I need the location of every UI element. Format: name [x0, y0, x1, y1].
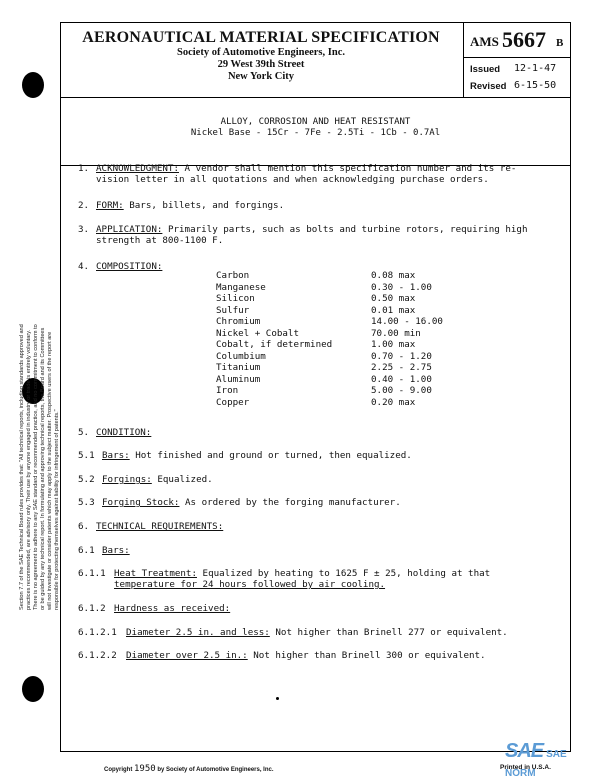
composition-table — [216, 270, 476, 408]
section-5 — [96, 427, 151, 438]
composition-value: 2.25 - 2.75 — [371, 362, 432, 373]
section-6-1-2-2-head: Diameter over 2.5 in.: — [126, 650, 248, 661]
section-6-1-1-text-1: Equalized by heating to 1625 F ± 25, holding at that — [202, 568, 491, 579]
printed-in: Printed in U.S.A. — [500, 764, 551, 771]
composition-value: 0.20 max — [371, 396, 416, 408]
section-6-1-1-text-2: temperature for 24 hours followed by air cooling. — [114, 579, 386, 590]
section-5-1-num: 5.1 — [78, 450, 95, 461]
section-2 — [96, 200, 284, 211]
sidebar-note: Section 7.7 of the SAE Technical Board rules provides that: "All technical reports, including standards approved and practices recommended, are advisory only. Their use by anyone engaged in industry or trade is entirely voluntary. There is no agreement to adhere to any SAE standard or recommended practice, and no commitment to conform to or be guided by any technical report. In formulating and approving technical reports, the Board and its Committees will not investigate or consider patents which may apply to the subject matter. Prospective users of the report are responsible for protecting themselves against liability for infringement of patents." — [19, 324, 60, 610]
stray-dot — [276, 697, 279, 700]
spec-title: AERONAUTICAL MATERIAL SPECIFICATION — [82, 29, 440, 46]
section-5-2-num: 5.2 — [78, 474, 95, 485]
section-2-text: Bars, billets, and forgings. — [129, 200, 285, 211]
ams-code: 5667 — [502, 27, 546, 52]
composition-row — [216, 316, 476, 328]
composition-element: Sulfur — [216, 304, 250, 316]
section-6-1-head: Bars: — [102, 545, 130, 556]
ams-number — [464, 23, 570, 58]
composition-element: Aluminum — [216, 373, 261, 385]
sae-logo-mark: SAE — [505, 740, 544, 762]
composition-element: Nickel + Cobalt — [216, 327, 299, 339]
composition-element: Cobalt, if determined — [216, 339, 333, 350]
revised-row — [470, 80, 557, 92]
section-6-1 — [102, 545, 130, 556]
copyright-label: Copyright — [104, 767, 133, 773]
org-name: Society of Automotive Engineers, Inc. — [177, 47, 345, 58]
copyright-year: 1950 — [134, 764, 156, 774]
issued-label: Issued — [470, 64, 501, 75]
punch-hole-top — [22, 72, 44, 98]
org-street: 29 West 39th Street — [217, 59, 305, 70]
section-5-2-head: Forgings: — [102, 474, 152, 485]
section-5-head: CONDITION: — [96, 427, 152, 438]
section-1 — [96, 163, 516, 174]
section-3-text-1: Primarily parts, such as bolts and turbine rotors, requiring high — [167, 224, 528, 235]
composition-row — [216, 397, 476, 409]
composition-element: Chromium — [216, 316, 261, 327]
composition-value: 70.00 min — [371, 327, 421, 339]
composition-row — [216, 293, 476, 305]
section-6-1-2-head: Hardness as received: — [114, 603, 231, 614]
section-5-num: 5. — [78, 427, 90, 438]
section-3-head: APPLICATION: — [96, 224, 163, 235]
issued-row — [470, 63, 557, 75]
section-6-1-2 — [114, 603, 230, 614]
section-5-3-num: 5.3 — [78, 497, 95, 508]
ams-box — [463, 23, 570, 97]
composition-row — [216, 374, 476, 386]
section-6-1-2-1-num: 6.1.2.1 — [78, 627, 117, 638]
section-6-num: 6. — [78, 521, 90, 532]
composition-value: 1.00 max — [371, 339, 416, 350]
section-4-head: COMPOSITION: — [96, 261, 163, 272]
section-6-1-2-num: 6.1.2 — [78, 603, 106, 614]
section-5-1-text: Hot finished and ground or turned, then equalized. — [135, 450, 412, 461]
composition-row — [216, 385, 476, 397]
section-1-text-2: vision letter in all quotations and when acknowledging purchase orders. — [96, 174, 489, 185]
composition-row — [216, 362, 476, 374]
composition-value: 5.00 - 9.00 — [371, 385, 432, 396]
section-2-head: FORM: — [96, 200, 124, 211]
issued-date: 12-1-47 — [514, 63, 557, 74]
ams-revision: B — [556, 37, 564, 49]
section-1-num: 1. — [78, 163, 90, 174]
footer — [0, 756, 600, 774]
section-3-num: 3. — [78, 224, 90, 235]
composition-element: Iron — [216, 385, 239, 396]
section-5-1-head: Bars: — [102, 450, 130, 461]
section-5-2 — [102, 474, 213, 485]
section-4-num: 4. — [78, 261, 90, 272]
section-6 — [96, 521, 223, 532]
section-6-1-num: 6.1 — [78, 545, 95, 556]
section-6-1-2-2-num: 6.1.2.2 — [78, 650, 117, 661]
composition-value: 0.70 - 1.20 — [371, 350, 432, 362]
section-4 — [96, 261, 162, 272]
org-city: New York City — [227, 71, 295, 82]
composition-element: Silicon — [216, 293, 255, 304]
composition-value: 0.30 - 1.00 — [371, 281, 432, 293]
section-1-head: ACKNOWLEDGMENT: — [96, 163, 179, 174]
ams-prefix: AMS — [470, 34, 499, 49]
section-6-1-2-2-text: Not higher than Brinell 300 or equivalent. — [253, 650, 486, 661]
composition-value: 0.08 max — [371, 270, 416, 281]
composition-element: Manganese — [216, 281, 266, 293]
section-6-1-1-head: Heat Treatment: — [114, 568, 197, 579]
section-6-1-2-1-head: Diameter 2.5 in. and less: — [126, 627, 270, 638]
composition-value: 0.01 max — [371, 304, 416, 316]
composition-row — [216, 282, 476, 294]
sae-norm-label: SAE NORM — [505, 749, 567, 779]
section-6-1-2-1 — [126, 627, 508, 638]
section-2-num: 2. — [78, 200, 90, 211]
section-3 — [96, 224, 527, 235]
header — [61, 23, 570, 98]
subject-line-1: ALLOY, CORROSION AND HEAT RESISTANT — [220, 117, 411, 127]
composition-element: Copper — [216, 396, 250, 408]
subject-line-2: Nickel Base - 15Cr - 7Fe - 2.5Ti - 1Cb - 0.7Al — [190, 128, 441, 138]
section-5-3-text: As ordered by the forging manufacturer. — [185, 497, 401, 508]
section-3-text-2: strength at 800-1100 F. — [96, 235, 224, 246]
section-6-1-1-num: 6.1.1 — [78, 568, 106, 579]
punch-hole-bottom — [22, 676, 44, 702]
section-6-1-1 — [114, 568, 490, 579]
composition-value: 14.00 - 16.00 — [371, 316, 443, 327]
revised-label: Revised — [470, 81, 507, 92]
section-6-head: TECHNICAL REQUIREMENTS: — [96, 521, 224, 532]
section-1-text-1: A vendor shall mention this specification number and its re- — [184, 163, 517, 174]
copyright — [104, 764, 274, 774]
composition-row — [216, 328, 476, 340]
revised-date: 6-15-50 — [514, 80, 557, 91]
composition-value: 0.40 - 1.00 — [371, 373, 432, 385]
subject-block — [61, 97, 570, 166]
section-5-2-text: Equalized. — [157, 474, 213, 485]
header-center — [61, 29, 461, 83]
composition-row — [216, 351, 476, 363]
section-5-3-head: Forging Stock: — [102, 497, 180, 508]
section-6-1-2-2 — [126, 650, 486, 661]
composition-element: Columbium — [216, 350, 266, 362]
section-6-1-2-1-text: Not higher than Brinell 277 or equivalent. — [275, 627, 508, 638]
composition-element: Carbon — [216, 270, 250, 281]
composition-element: Titanium — [216, 362, 261, 373]
composition-row — [216, 305, 476, 317]
composition-row — [216, 270, 476, 282]
section-5-1 — [102, 450, 412, 461]
composition-value: 0.50 max — [371, 293, 416, 304]
section-5-3 — [102, 497, 401, 508]
composition-row — [216, 339, 476, 351]
copyright-by: by Society of Automotive Engineers, Inc. — [157, 767, 274, 773]
